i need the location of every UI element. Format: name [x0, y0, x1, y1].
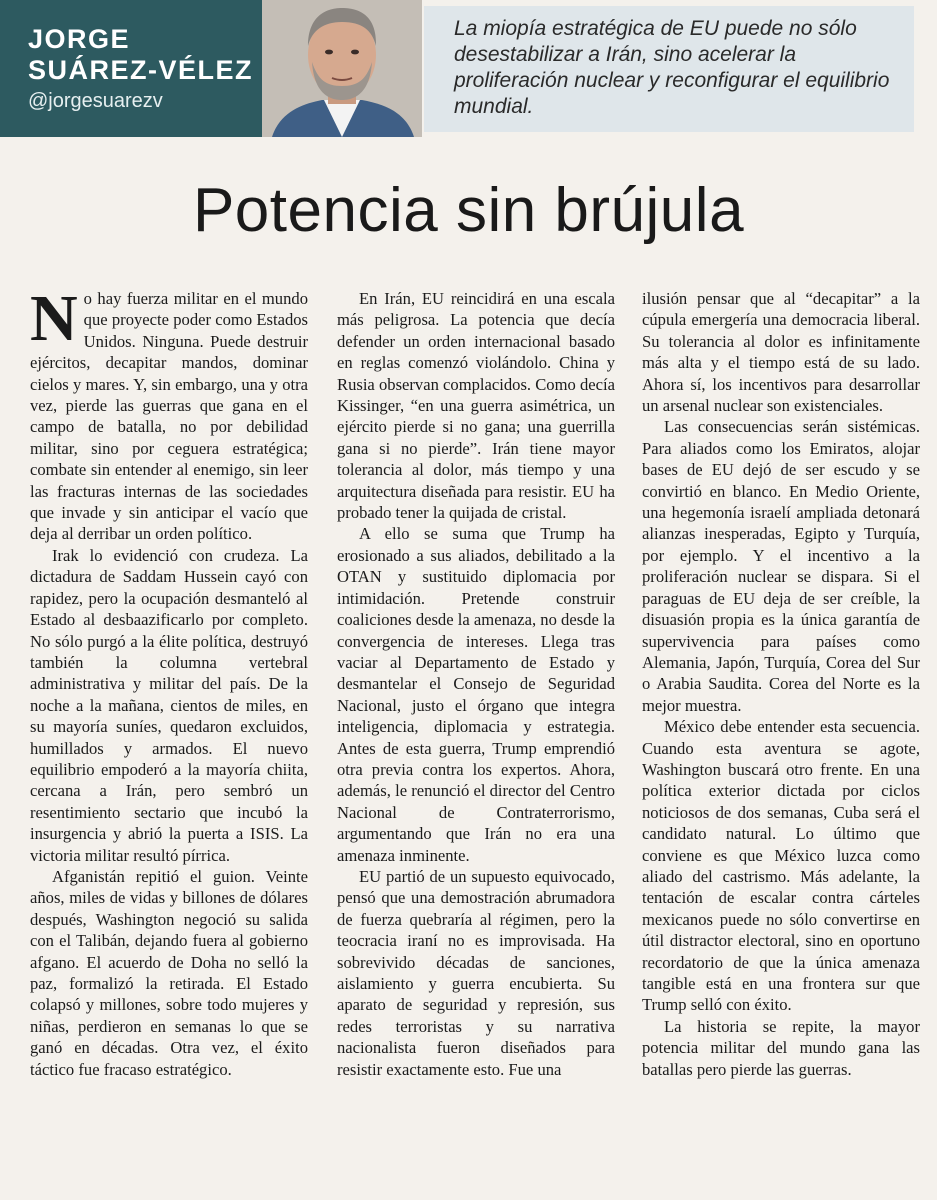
author-handle: @jorgesuarezv: [28, 90, 163, 112]
paragraph: A ello se suma que Trump ha erosionado a sus aliados, debilitado a la OTAN y sustituido diplomacia por intimidación. Pretende construir coaliciones desde la amenaza, no desde la convergencia de intereses. Llega tras vaciar al Departamento de Estado y desmantelar el Consejo de Seguridad Nacional, justo el órgano que integra inteligencia, diplomacia y estrategia. Antes de esta guerra, Trump emprendió otra previa contra los expertos. Ahora, además, le renunció el director del Centro Nacional de Contraterrorismo, argumentando que Irán no era una amenaza inminente.: [337, 524, 615, 865]
column-header: [0, 0, 937, 137]
pull-quote: La miopía estratégica de EU puede no sólo desestabilizar a Irán, sino acelerar la proliferación nuclear y reconfigurar el equilibrio mundial.: [454, 17, 890, 118]
paragraph: Afganistán repitió el guion. Veinte años, miles de vidas y billones de dólares después, Washington negoció su salida con el Talibán, dejando fuera al gobierno afgano. El acuerdo de Doha no selló la paz, formalizó la retirada. El Estado colapsó y millones, sobre todo mujeres y niñas, perdieron en semanas lo que se ganó en décadas. Otra vez, el éxito táctico fue fracaso estratégico.: [30, 866, 308, 1079]
paragraph: Irak lo evidenció con crudeza. La dictadura de Saddam Hussein cayó con rapidez, pero la ocupación desmanteló al Estado al desbaazificarlo por completo. No sólo purgó a la élite política, destruyó también la columna vertebral administrativa y militar del país. De la noche a la mañana, cientos de miles, en su mayoría suníes, quedaron excluidos, humillados y armados. El nuevo equilibrio empoderó a la mayoría chiita, cercana a Irán, pero sembró un resentimiento sectario que incubó la insurgencia y abrió la puerta a ISIS. La victoria militar resultó pírrica.: [30, 545, 308, 865]
pull-quote-box: [424, 6, 914, 132]
paragraph: EU partió de un supuesto equivocado, pensó que una demostración abrumadora de fuerza quebraría al régimen, pero la teocracia iraní no es improvisada. Ha sobrevivido décadas de sanciones, aislamiento y guerra encubierta. Su aparato de seguridad y represión, sus redes terroristas y su narrativa nacionalista fueron diseñados para resistir exactamente esto. Fue una: [337, 866, 615, 1079]
paragraph: México debe entender esta secuencia. Cuando esta aventura se agote, Washington buscará otro frente. En una política exterior dictada por ciclos noticiosos de dos semanas, Cuba será el candidato natural. Lo último que conviene es que México luzca como aliado del castrismo. Más adelante, la tentación de escalar contra cárteles mexicanos puede no sólo convertirse en útil distractor electoral, sino en oportuno recordatorio de que la única amenaza tangible está en una frontera sur que Trump selló con éxito.: [642, 717, 920, 1015]
author-name-line1: JORGE: [28, 24, 131, 54]
article-body: [30, 282, 920, 1188]
author-box: [0, 0, 422, 137]
drop-cap: N: [30, 282, 78, 355]
article-column-3: [642, 288, 920, 1080]
paragraph: En Irán, EU reincidirá en una escala más peligrosa. La potencia que decía defender un orden internacional basado en reglas comenzó violándolo. China y Rusia observan complacidos. Como decía Kissinger, “en una guerra asimétrica, un ejército pierde si no gana; una guerrilla gana si no pierde”. Irán tiene mayor tolerancia al dolor, más tiempo y una arquitectura diseñada para resistir. EU ha probado tener la quijada de cristal.: [337, 289, 615, 523]
paragraph: [30, 282, 308, 545]
paragraph: Las consecuencias serán sistémicas. Para aliados como los Emiratos, alojar bases de EU dejó de ser escudo y se convirtió en blanco. En Medio Oriente, una hegemonía israelí ampliada detonará alianzas inesperadas, Egipto y Turquía, por ejemplo. Y el incentivo a la proliferación nuclear se dispara. Si el paraguas de EU deja de ser creíble, la disuasión propia es la única garantía de supervivencia para países como Alemania, Japón, Turquía, Corea del Sur o Arabia Saudita. Corea del Norte es la mejor muestra.: [642, 417, 920, 715]
paragraph-text: o hay fuerza militar en el mundo que proyecte poder como Estados Unidos. Ninguna. Puede destruir ejércitos, decapitar mandos, dominar cielos y mares. Y, sin embargo, una y otra vez, pierde las guerras que gana en el campo de batalla, no por debilidad militar, sino por ceguera estratégica; combate sin entender al enemigo, sin leer las fracturas internas de las sociedades que invade y sin anticipar el vacío que deja al derribar un orden político.: [30, 289, 308, 544]
paragraph: ilusión pensar que al “decapitar” a la cúpula emergería una democracia liberal. Su tolerancia al dolor es infinitamente más alta y el tiempo está de su lado. Ahora sí, los incentivos para desarrollar un arsenal nuclear son existenciales.: [642, 289, 920, 416]
author-portrait: [262, 0, 422, 137]
paragraph: La historia se repite, la mayor potencia militar del mundo gana las batallas pero pierde las guerras.: [642, 1016, 920, 1079]
author-name: [28, 24, 253, 86]
author-name-line2: SUÁREZ-VÉLEZ: [28, 55, 254, 85]
article-title: Potencia sin brújula: [192, 176, 745, 245]
article-column-2: [337, 288, 615, 1080]
article-column-1: [30, 282, 308, 1080]
